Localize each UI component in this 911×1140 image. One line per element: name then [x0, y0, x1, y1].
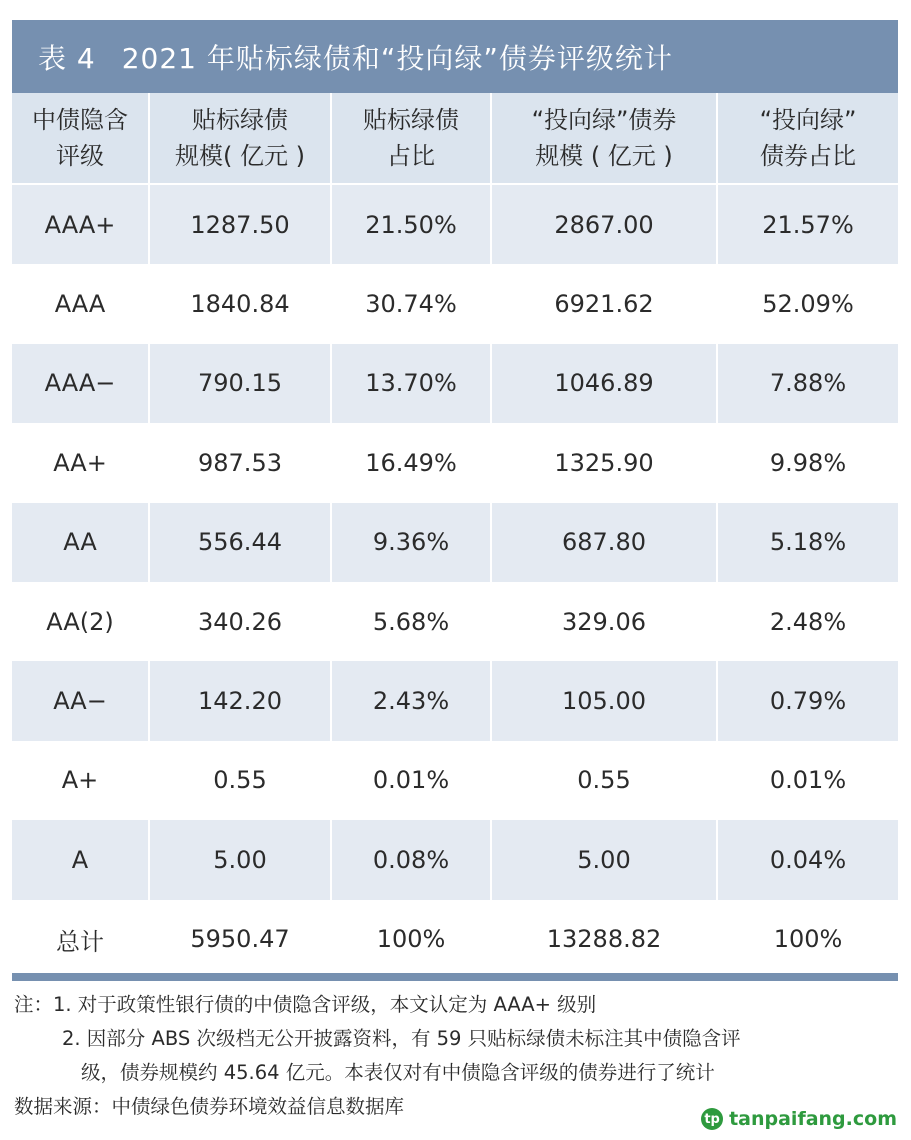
table-row	[12, 264, 898, 343]
cell-labeled-share: 21.50%	[330, 185, 490, 264]
table-number: 表 4	[38, 41, 96, 75]
cell-rating: 总计	[12, 900, 148, 979]
cell-green-share: 2.48%	[716, 582, 898, 661]
cell-green-scale: 13288.82	[490, 900, 716, 979]
header-green-scale: “投向绿”债券 规模 ( 亿元 )	[490, 93, 716, 185]
cell-green-scale: 0.55	[490, 741, 716, 820]
cell-green-share: 100%	[716, 900, 898, 979]
cell-labeled-scale: 340.26	[148, 582, 330, 661]
cell-rating: AAA−	[12, 344, 148, 423]
table-total-row	[12, 900, 898, 979]
note-2-continued: 级，债券规模约 45.64 亿元。本表仅对有中债隐含评级的债券进行了统计	[81, 1061, 715, 1084]
cell-green-share: 21.57%	[716, 185, 898, 264]
cell-rating: AA−	[12, 661, 148, 740]
cell-labeled-scale: 1840.84	[148, 264, 330, 343]
cell-labeled-share: 16.49%	[330, 423, 490, 502]
cell-labeled-scale: 5.00	[148, 820, 330, 899]
table-row	[12, 582, 898, 661]
table-row	[12, 741, 898, 820]
cell-labeled-scale: 0.55	[148, 741, 330, 820]
cell-labeled-scale: 987.53	[148, 423, 330, 502]
cell-labeled-share: 30.74%	[330, 264, 490, 343]
header-rating: 中债隐含 评级	[12, 93, 148, 185]
table-row	[12, 423, 898, 502]
cell-green-scale: 1325.90	[490, 423, 716, 502]
cell-labeled-scale: 1287.50	[148, 185, 330, 264]
cell-labeled-scale: 5950.47	[148, 900, 330, 979]
cell-rating: A+	[12, 741, 148, 820]
table-row	[12, 503, 898, 582]
cell-rating: AA(2)	[12, 582, 148, 661]
cell-rating: AA	[12, 503, 148, 582]
cell-labeled-share: 9.36%	[330, 503, 490, 582]
table-title: 2021 年贴标绿债和“投向绿”债券评级统计	[121, 41, 673, 75]
cell-green-scale: 687.80	[490, 503, 716, 582]
cell-green-share: 0.04%	[716, 820, 898, 899]
cell-green-share: 7.88%	[716, 344, 898, 423]
cell-green-scale: 2867.00	[490, 185, 716, 264]
cell-labeled-share: 2.43%	[330, 661, 490, 740]
cell-green-share: 9.98%	[716, 423, 898, 502]
header-green-share: “投向绿” 债券占比	[716, 93, 898, 185]
cell-labeled-scale: 556.44	[148, 503, 330, 582]
header-labeled-share: 贴标绿债 占比	[330, 93, 490, 185]
cell-rating: AAA	[12, 264, 148, 343]
cell-green-share: 52.09%	[716, 264, 898, 343]
cell-green-share: 0.79%	[716, 661, 898, 740]
cell-labeled-scale: 142.20	[148, 661, 330, 740]
cell-labeled-share: 13.70%	[330, 344, 490, 423]
header-labeled-scale: 贴标绿债 规模( 亿元 )	[148, 93, 330, 185]
rating-table	[12, 93, 898, 979]
cell-green-scale: 105.00	[490, 661, 716, 740]
cell-green-scale: 5.00	[490, 820, 716, 899]
table-row	[12, 344, 898, 423]
table-title-bar	[12, 20, 898, 93]
table-row	[12, 820, 898, 899]
cell-labeled-share: 100%	[330, 900, 490, 979]
cell-labeled-share: 0.01%	[330, 741, 490, 820]
leaf-logo-icon: tp	[701, 1108, 723, 1130]
note-1: 注：1. 对于政策性银行债的中债隐含评级，本文认定为 AAA+ 级别	[14, 993, 597, 1016]
cell-green-share: 0.01%	[716, 741, 898, 820]
cell-green-scale: 1046.89	[490, 344, 716, 423]
cell-rating: A	[12, 820, 148, 899]
cell-labeled-share: 0.08%	[330, 820, 490, 899]
cell-labeled-share: 5.68%	[330, 582, 490, 661]
table-bottom-rule	[12, 973, 898, 981]
watermark-text: tanpaifang.com	[729, 1108, 897, 1130]
note-2: 2. 因部分 ABS 次级档无公开披露资料，有 59 只贴标绿债未标注其中债隐含评	[62, 1027, 741, 1050]
table-row	[12, 661, 898, 740]
cell-rating: AAA+	[12, 185, 148, 264]
cell-rating: AA+	[12, 423, 148, 502]
data-source: 数据来源：中债绿色债券环境效益信息数据库	[14, 1095, 405, 1118]
cell-labeled-scale: 790.15	[148, 344, 330, 423]
table-notes	[14, 988, 900, 1124]
cell-green-scale: 6921.62	[490, 264, 716, 343]
table-row	[12, 185, 898, 264]
watermark	[701, 1108, 897, 1130]
cell-green-share: 5.18%	[716, 503, 898, 582]
header-row	[12, 93, 898, 185]
cell-green-scale: 329.06	[490, 582, 716, 661]
